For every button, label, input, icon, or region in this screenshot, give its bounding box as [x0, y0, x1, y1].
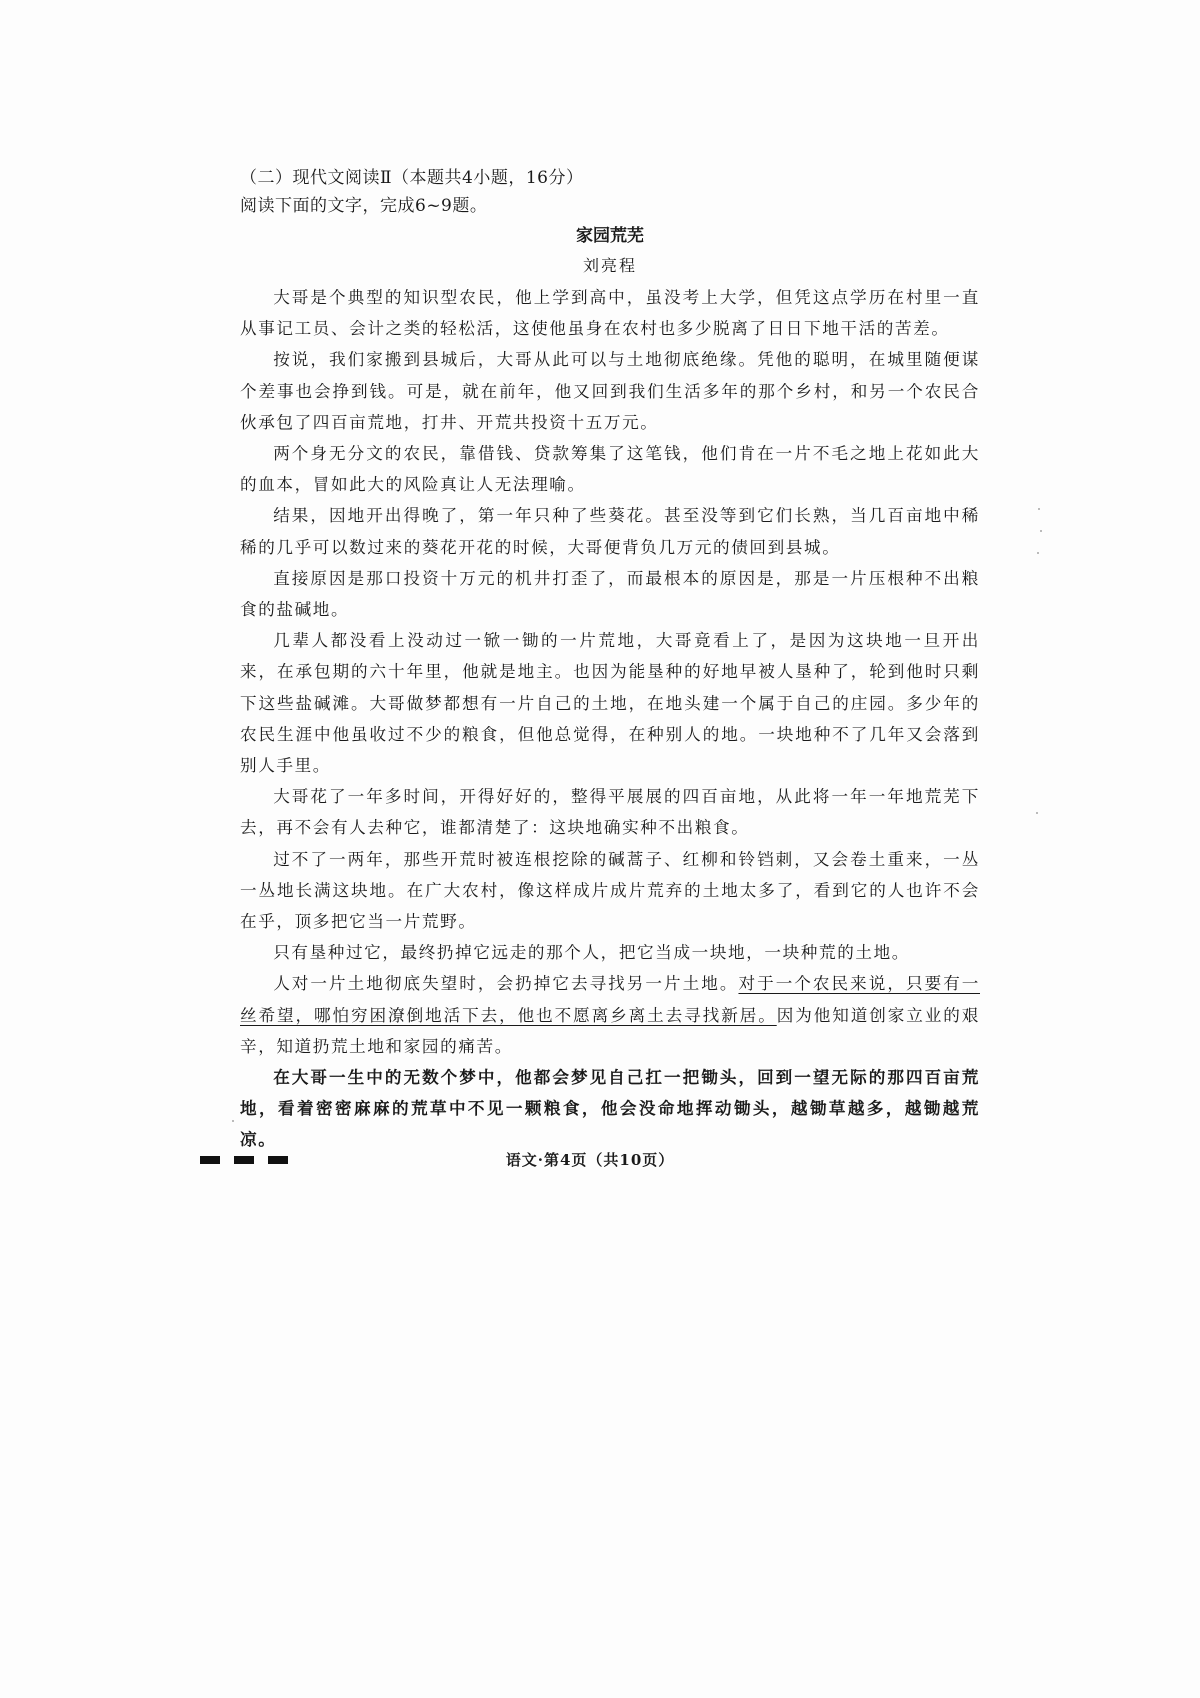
paragraph: 两个身无分文的农民，靠借钱、贷款筹集了这笔钱，他们肯在一片不毛之地上花如此大的血本，冒如此大的风险真让人无法理喻。 — [240, 444, 980, 495]
paragraph: 直接原因是那口投资十万元的机井打歪了，而最根本的原因是，那是一片压根种不出粮食的盐碱地。 — [240, 568, 980, 620]
page-footer — [200, 1148, 980, 1178]
underlined-sentence: 对于一个农民来说，只要有一丝希望，哪怕穷困潦倒地活下去，他也不愿离乡离土去寻找新居。 — [240, 974, 980, 1025]
scan-speck — [232, 1120, 234, 1122]
paragraph-text: 人对一片土地彻底失望时，会扔掉它去寻找另一片土地。 — [273, 974, 739, 994]
paragraph: 只有垦种过它，最终扔掉它远走的那个人，把它当成一块地，一块种荒的土地。 — [273, 943, 910, 963]
reading-section — [240, 166, 980, 1156]
page-number: 语文·第4页（共10页） — [505, 1151, 675, 1169]
scan-speck — [1036, 812, 1038, 814]
article-title: 家园荒芜 — [576, 226, 644, 246]
paragraph: 结果，因地开出得晚了，第一年只种了些葵花。甚至没等到它们长熟，当几百亩地中稀稀的几乎可以数过来的葵花开花的时候，大哥便背负几万元的债回到县城。 — [240, 506, 980, 557]
paragraph: 大哥花了一年多时间，开得好好的，整得平展展的四百亩地，从此将一年一年地荒芜下去，再不会有人去种它，谁都清楚了：这块地确实种不出粮食。 — [240, 787, 980, 838]
closing-paragraph: 在大哥一生中的无数个梦中，他都会梦见自己扛一把锄头，回到一望无际的那四百亩荒地，看着密密麻麻的荒草中不见一颗粮食，他会没命地挥动锄头，越锄草越多，越锄越荒凉。 — [240, 1067, 980, 1150]
article-author: 刘亮程 — [582, 256, 637, 275]
paragraph: 几辈人都没看上没动过一锨一锄的一片荒地，大哥竟看上了，是因为这块地一旦开出来，在承包期的六十年里，他就是地主。也因为能垦种的好地早被人垦种了，轮到他时只剩下这些盐碱滩。大哥做梦都想有一片自己的土地，在地头建一个属于自己的庄园。多少年的农民生涯中他虽收过不少的粮食，但他总觉得，在种别人的地。一块地种不了几年又会落到别人手里。 — [240, 631, 980, 776]
paragraph: 过不了一两年，那些开荒时被连根挖除的碱蒿子、红柳和铃铛刺，又会卷土重来，一丛一丛地长满这块地。在广大农村，像这样成片成片荒弃的土地太多了，看到它的人也许不会在乎，顶多把它当一片荒野。 — [240, 849, 980, 932]
section-header: （二）现代文阅读Ⅱ（本题共4小题，16分） — [240, 168, 584, 188]
scan-speck — [1040, 530, 1042, 532]
scan-speck — [1038, 508, 1040, 510]
paragraph-with-underline — [240, 968, 980, 1062]
paragraph: 大哥是个典型的知识型农民，他上学到高中，虽没考上大学，但凭这点学历在村里一直从事记工员、会计之类的轻松活，这使他虽身在农村也多少脱离了日日下地干活的苦差。 — [240, 288, 980, 339]
paragraph-text: 因为他知道创家立业的艰辛，知道扔荒土地和家园的痛苦。 — [240, 1005, 980, 1056]
scan-speck — [1037, 552, 1039, 554]
section-instruction: 阅读下面的文字，完成6~9题。 — [240, 196, 488, 216]
paragraph: 按说，我们家搬到县城后，大哥从此可以与土地彻底绝缘。凭他的聪明，在城里随便谋个差事也会挣到钱。可是，就在前年，他又回到我们生活多年的那个乡村，和另一个农民合伙承包了四百亩荒地，打井、开荒共投资十五万元。 — [240, 350, 980, 432]
